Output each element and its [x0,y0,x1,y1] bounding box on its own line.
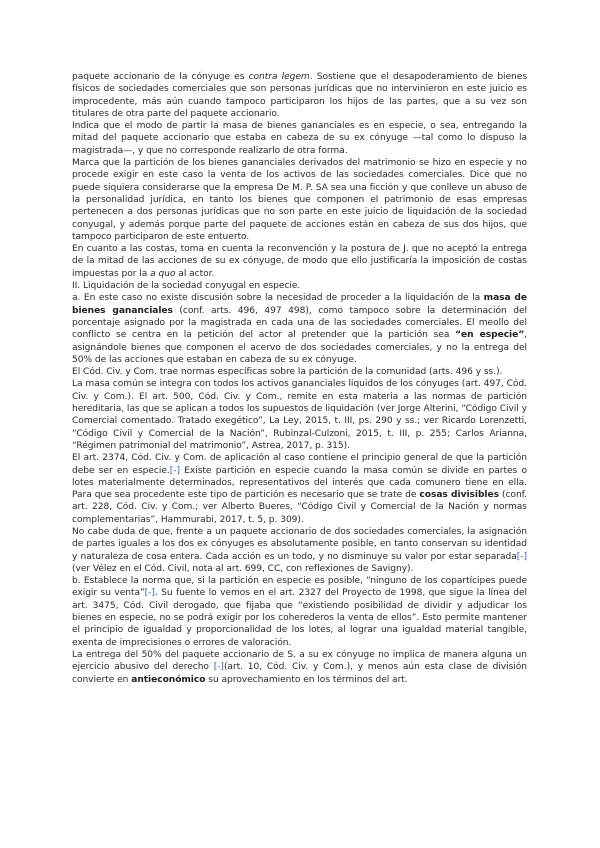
paragraph-text: Indica que el modo de partir la masa de bienes gananciales es en especie, o sea, entregando la mitad del paquete accionario que estaba en cabeza de su ex cónyuge —tal como lo dispuso la magistrada—, y que no corresponde realizarlo de otra forma. [72,121,527,156]
paragraph-text: No cabe duda de que, frente a un paquete accionario de dos sociedades comerciales, la asignación de partes iguales a los dos ex cónyuges es absolutamente posible, en tanto conservan su identidad y naturaleza de cosa entera. Cada acción es un todo, y no disminuye su valor por estar separada [72,526,527,562]
paragraph-text: La entrega del 50% del paquete accionario de S. a su ex cónyuge no implica de manera alguna un ejercicio abusivo del derecho [72,649,527,673]
paragraph [72,366,527,378]
document-page [72,71,527,686]
paragraph-text: II. Liquidación de la sociedad conyugal en especie. [72,281,301,292]
paragraph-text: En cuanto a las costas, toma en cuenta la reconvención y la postura de J. que no aceptó la entrega de la mitad de las acciones de su ex cónyuge, de modo que ello justificaría la imposición de costas impuestas por la [72,244,527,279]
paragraph [72,120,527,157]
paragraph-text: . Sostiene que el desapoderamiento de bienes físicos de sociedades comerciales que son personas jurídicas que no intervinieron en este juicio es improcedente, más aún cuando tampoco participaron los hijos de las partes, que a su vez son titulares de otra parte del paquete accionario. [72,72,528,119]
paragraph [72,157,527,243]
footnote-link[interactable]: [-] [516,551,527,562]
paragraph-text: , asignándole bienes que componen el acervo de dos sociedades comerciales, y no la entrega del 50% de las acciones que estaban en cabeza de su ex cónyuge. [72,330,527,365]
paragraph [72,378,527,452]
bold-text: “en especie” [455,330,525,341]
paragraph [72,71,527,120]
paragraph-text: paquete accionario de la cónyuge es [72,72,249,82]
bold-text: masa de bienes gananciales [72,293,527,316]
paragraph [72,280,527,292]
italic-text: a quo [150,268,176,279]
paragraph [72,649,527,686]
italic-text: contra legem [248,72,310,82]
paragraph [72,452,527,526]
paragraph-text: El art. 2374, Cód. Civ. y Com. de aplicación al caso contiene el principio general de que la partición debe ser en especie. [72,453,527,476]
bold-text: antieconómico [131,674,206,685]
paragraph-text: (art. 10, Cód. Civ. y Com.), y menos aún esta clase de división convierte en [72,662,527,685]
paragraph-text: El Cód. Civ. y Com. trae normas específicas sobre la partición de la comunidad (arts. 496 y ss.). [72,367,503,378]
paragraph-text: . Su fuente lo vemos en el art. 2327 del Proyecto de 1998, que sigue la línea del art. 3475, Cód. Civil derogado, que fijaba que “existiendo posibilidad de dividir y adjudicar los bienes en especie, no se podrá exigir por los coherederos la venta de ellos”. Esto permite mantener el principio de igualdad y proporcionalidad de los lotes, al lograr una igualdad material tangible, exenta de imprecisiones o errores de valoración. [72,588,528,648]
paragraph-text: su aprovechamiento en los términos del art. [205,674,408,685]
paragraph-text: Existe partición en especie cuando la masa común se divide en partes o lotes materialmente determinados, representativos del interés que cada comunero tiene en ella. Para que sea procedente este tipo de partición es necesario que se trate de [72,465,527,501]
paragraph [72,243,527,280]
footnote-link[interactable]: [-] [169,465,180,476]
paragraph-text: al actor. [175,268,215,279]
paragraph [72,292,527,366]
paragraph-text: (conf. arts. 496, 497 498), como tampoco sobre la determinación del porcentaje asignado por la magistrada en cada una de las sociedades comerciales. El meollo del conflicto se centra en la petición del actor al pretender que la partición sea [72,305,527,341]
paragraph [72,526,527,575]
bold-text: cosas divisibles [419,490,499,501]
footnote-link[interactable]: [-] [144,588,155,599]
paragraph-text: a. En este caso no existe discusión sobre la necesidad de proceder a la liquidación de la [72,293,484,304]
paragraph-text: (ver Vélez en el Cód. Civil, nota al art. 699, CC, con reflexiones de Savigny). [72,563,414,574]
paragraph-text: b. Establece la norma que, si la partición en especie es posible, “ninguno de los copartícipes puede exigir su venta” [72,576,527,599]
paragraph-text: La masa común se integra con todos los activos gananciales líquidos de los cónyuges (art. 497, Cód. Civ. y Com.). El art. 500, Cód. Civ. y Com., remite en esta materia a las normas de partición hereditaria, las que se aplican a todos los supuestos de liquidación (ver Jorge Alterini, “Código Civil y Comercial comentado. Tratado exegético”, La Ley, 2015, t. III, ps. 290 y ss.; ver Ricardo Lorenzetti, “Código Civil y Comercial de la Nación”, Rubinzal-Culzoni, 2015, t. III, p. 255; Carlos Arianna, “Régimen patrimonial del matrimonio”, Astrea, 2017, p. 315). [72,379,527,451]
paragraph-text: Marca que la partición de los bienes gananciales derivados del matrimonio se hizo en especie y no procede exigir en este caso la venta de los activos de las sociedades comerciales. Dice que no puede siquiera considerarse que la empresa De M. P. SA sea una ficción y que conlleve un abuso de la personalidad jurídica, en tanto los bienes que componen el patrimonio de esas empresas pertenecen a dos personas jurídicas que no son parte en este juicio de liquidación de la sociedad conyugal, y además porque parte del paquete de acciones están en cabeza de sus dos hijos, que tampoco participaron de este entuerto. [72,158,527,242]
footnote-link[interactable]: [-] [213,662,224,673]
paragraph [72,575,527,649]
paragraph-text: (conf. art. 228, Cód. Civ. y Com.; ver Alberto Bueres, “Código Civil y Comercial de la Nación y normas complementarias”, Hammurabi, 2017, t. 5, p. 309). [72,490,527,525]
